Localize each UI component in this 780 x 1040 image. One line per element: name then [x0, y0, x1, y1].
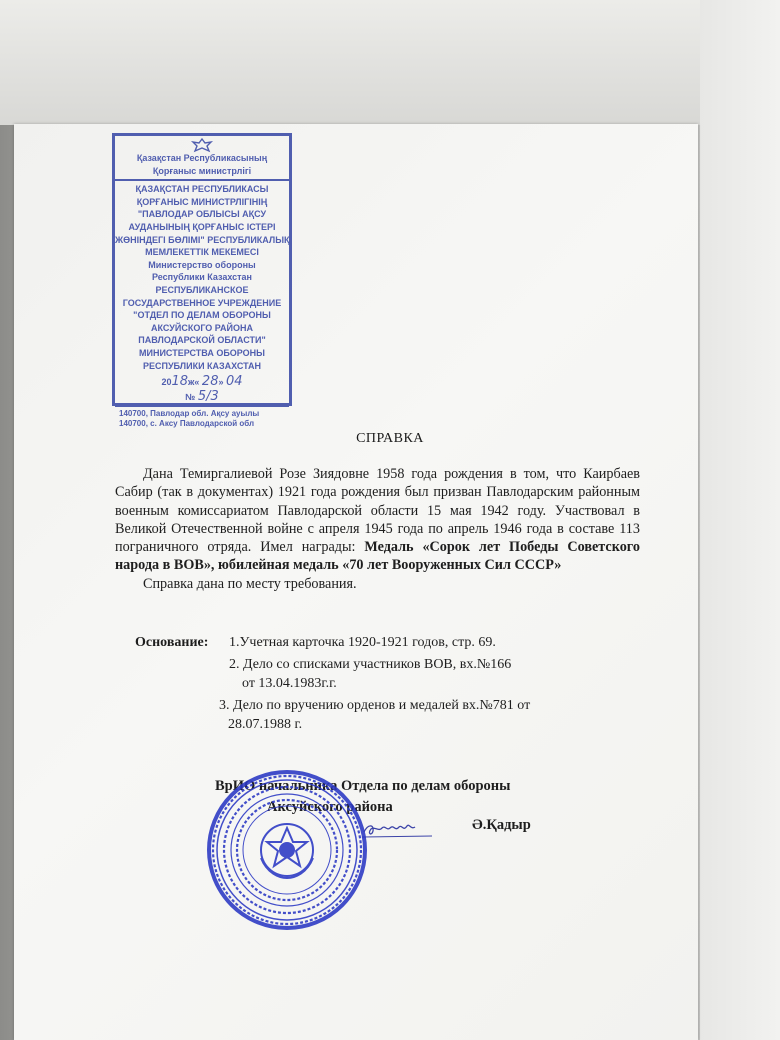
registration-stamp: [112, 133, 292, 429]
awards-text: Медаль «Сорок лет Победы Советского народа в ВОВ», юбилейная медаль «70 лет Вооруженных Сил СССР»: [115, 539, 640, 574]
stamp-address-kz: 140700, Павлодар обл. Ақсу ауылы: [119, 409, 260, 419]
paragraph-certificate: [115, 465, 640, 575]
basis-item: 3. Дело по вручению орденов и медалей вх.№781 от: [219, 698, 531, 713]
background-wall: [0, 0, 780, 125]
stamp-line: ПАВЛОДАРСКОЙ ОБЛАСТИ": [138, 335, 266, 346]
stamp-line: АКСУЙСКОГО РАЙОНА: [151, 322, 253, 333]
stamp-line: МИНИСТЕРСТВА ОБОРОНЫ: [139, 347, 265, 358]
stamp-line: ЖӨНІНДЕГІ БӨЛІМІ" РЕСПУБЛИКАЛЫҚ: [115, 234, 290, 245]
stamp-line: РЕСПУБЛИКАНСКОЕ: [155, 284, 249, 295]
background-wall-right: [700, 0, 780, 1040]
handwritten-signature: [360, 818, 435, 844]
stamp-line: АУДАНЫНЫҢ ҚОРҒАНЫС ІСТЕРІ: [128, 221, 276, 232]
stamp-line: Қазақстан Республикасының: [136, 153, 268, 163]
stamp-line: ҚОРҒАНЫС МИНИСТРЛІГІНІҢ: [136, 196, 268, 207]
stamp-address-ru: 140700, с. Аксу Павлодарской обл: [119, 419, 255, 429]
emblem-icon: [191, 138, 213, 152]
signer-district: Аксуйского района: [267, 799, 393, 815]
stamp-line: МЕМЛЕКЕТТІК МЕКЕМЕСІ: [145, 247, 259, 258]
stamp-line: Республики Казахстан: [152, 272, 252, 283]
stamp-line: "ПАВЛОДАР ОБЛЫСЫ АҚСУ: [137, 209, 267, 220]
stamp-line: "ОТДЕЛ ПО ДЕЛАМ ОБОРОНЫ: [133, 310, 271, 321]
stamp-line: ГОСУДАРСТВЕННОЕ УЧРЕЖДЕНИЕ: [122, 297, 282, 308]
stamp-line: РЕСПУБЛИКИ КАЗАХСТАН: [142, 360, 262, 371]
official-seal: [205, 768, 370, 933]
basis-item: 1.Учетная карточка 1920-1921 годов, стр. 69.: [229, 635, 496, 650]
stamp-number: № 5/3: [185, 388, 219, 404]
basis-item: 2. Дело со списками участников ВОВ, вх.№166: [229, 657, 512, 672]
basis-item-cont: 28.07.1988 г.: [228, 717, 303, 732]
stamp-line: Министерство обороны: [148, 259, 256, 270]
document-title: СПРАВКА: [356, 431, 424, 446]
paragraph-purpose: Справка дана по месту требования.: [143, 575, 357, 592]
stamp-date: 2018ж« 28» 04: [161, 374, 243, 390]
basis-item-cont: от 13.04.1983г.г.: [242, 676, 337, 691]
document-body: [115, 465, 640, 593]
basis-label: Основание:: [135, 635, 209, 650]
paragraph-text: Дана Темиргалиевой Розе Зиядовне 1958 года рождения в том, что Каирбаев Сабир (так в документах) 1921 года рождения был призван Павлодарским районным военным комиссариатом Павлодарской области 15 мая 1942 году. Участвовал в Великой Отечественной войне с апреля 1945 года по апрель 1946 года в составе 113 пограничного отряда. Имел награды:: [115, 466, 640, 556]
signer-title: ВрИО начальника Отдела по делам обороны: [215, 778, 511, 794]
stamp-line: Қорғаныс министрлігі: [152, 165, 252, 176]
signer-name: Ә.Қадыр: [472, 817, 531, 833]
stamp-line: ҚАЗАҚСТАН РЕСПУБЛИКАСЫ: [135, 184, 269, 195]
